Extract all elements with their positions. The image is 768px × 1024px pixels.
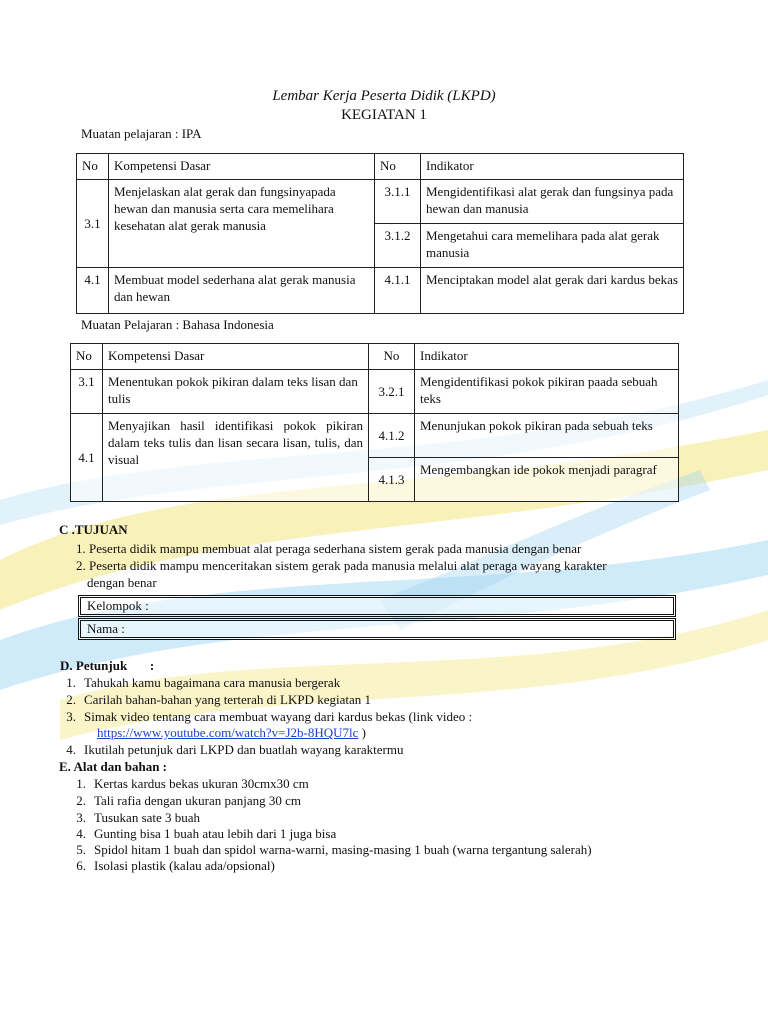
kd-number: 4.1 <box>77 268 109 314</box>
kelompok-label: Kelompok : <box>87 598 149 613</box>
bi-competency-table <box>70 343 679 502</box>
alat-bahan-heading: E. Alat dan bahan : <box>59 759 168 774</box>
indicator-text: Mengetahui cara memelihara pada alat gerak manusia <box>421 224 684 268</box>
alat-item: 6. Isolasi plastik (kalau ada/opsional) <box>76 858 275 873</box>
tujuan-item: 2. Peserta didik mampu menceritakan sistem gerak pada manusia melalui alat peraga wayang karakter <box>76 558 607 573</box>
petunjuk-item: 2. Carilah bahan-bahan yang terterah di LKPD kegiatan 1 <box>66 692 371 707</box>
indicator-text: Menciptakan model alat gerak dari kardus bekas <box>421 268 684 314</box>
alat-item: 2. Tali rafia dengan ukuran panjang 30 cm <box>76 793 302 808</box>
indicator-number: 3.2.1 <box>369 370 415 414</box>
bi-subject-label: Muatan Pelajaran : Bahasa Indonesia <box>81 317 274 332</box>
nama-field[interactable] <box>78 618 676 640</box>
table-header-no: No <box>71 344 103 370</box>
tujuan-item: 1. Peserta didik mampu membuat alat peraga sederhana sistem gerak pada manusia dengan benar <box>76 541 582 556</box>
petunjuk-item: 4. Ikutilah petunjuk dari LKPD dan buatlah wayang karaktermu <box>66 742 404 757</box>
indicator-number: 4.1.1 <box>375 268 421 314</box>
ipa-subject-label: Muatan pelajaran : IPA <box>81 126 202 141</box>
petunjuk-heading: D. Petunjuk : <box>60 658 155 673</box>
ipa-competency-table <box>76 153 684 314</box>
alat-item: 4. Gunting bisa 1 buah atau lebih dari 1 juga bisa <box>76 826 337 841</box>
kd-text: Menyajikan hasil identifikasi pokok pikiran dalam teks tulis dan lisan secara lisan, tulis, dan visual <box>103 414 369 502</box>
document-title: Lembar Kerja Peserta Didik (LKPD) <box>272 88 496 104</box>
indicator-text: Mengembangkan ide pokok menjadi paragraf <box>415 458 679 502</box>
indicator-text: Menunjukan pokok pikiran pada sebuah teks <box>415 414 679 458</box>
alat-item: 5. Spidol hitam 1 buah dan spidol warna-warni, masing-masing 1 buah (warna tergantung salerah) <box>76 842 592 857</box>
tujuan-heading: C .TUJUAN <box>59 522 128 537</box>
kd-text: Menjelaskan alat gerak dan fungsinyapada hewan dan manusia serta cara memelihara kesehatan alat gerak manusia <box>109 180 375 268</box>
document-subtitle: KEGIATAN 1 <box>341 107 427 123</box>
kd-text: Membuat model sederhana alat gerak manusia dan hewan <box>109 268 375 314</box>
petunjuk-item: 3. Simak video tentang cara membuat wayang dari kardus bekas (link video : <box>66 709 473 724</box>
indicator-number: 3.1.2 <box>375 224 421 268</box>
table-header-no: No <box>77 154 109 180</box>
table-header-no: No <box>369 344 415 370</box>
kd-number: 3.1 <box>77 180 109 268</box>
indicator-text: Mengidentifikasi alat gerak dan fungsinya pada hewan dan manusia <box>421 180 684 224</box>
table-header-no: No <box>375 154 421 180</box>
kd-text: Menentukan pokok pikiran dalam teks lisan dan tulis <box>103 370 369 414</box>
indicator-text: Mengidentifikasi pokok pikiran paada sebuah teks <box>415 370 679 414</box>
indicator-number: 3.1.1 <box>375 180 421 224</box>
kd-number: 3.1 <box>71 370 103 414</box>
kd-number: 4.1 <box>71 414 103 502</box>
kelompok-field[interactable] <box>78 595 676 617</box>
table-header-indicator: Indikator <box>415 344 679 370</box>
table-header-indicator: Indikator <box>421 154 684 180</box>
youtube-video-link[interactable]: https://www.youtube.com/watch?v=J2b-8HQU7lc <box>97 725 359 740</box>
petunjuk-item: 1. Tahukah kamu bagaimana cara manusia bergerak <box>66 675 341 690</box>
tujuan-item-continued: dengan benar <box>87 575 157 590</box>
nama-label: Nama : <box>87 621 125 636</box>
alat-item: 3. Tusukan sate 3 buah <box>76 810 201 825</box>
video-link-line: https://www.youtube.com/watch?v=J2b-8HQU7lc ) <box>97 725 366 740</box>
table-header-kd: Kompetensi Dasar <box>109 154 375 180</box>
indicator-number: 4.1.3 <box>369 458 415 502</box>
indicator-number: 4.1.2 <box>369 414 415 458</box>
alat-item: 1. Kertas kardus bekas ukuran 30cmx30 cm <box>76 776 309 791</box>
table-header-kd: Kompetensi Dasar <box>103 344 369 370</box>
